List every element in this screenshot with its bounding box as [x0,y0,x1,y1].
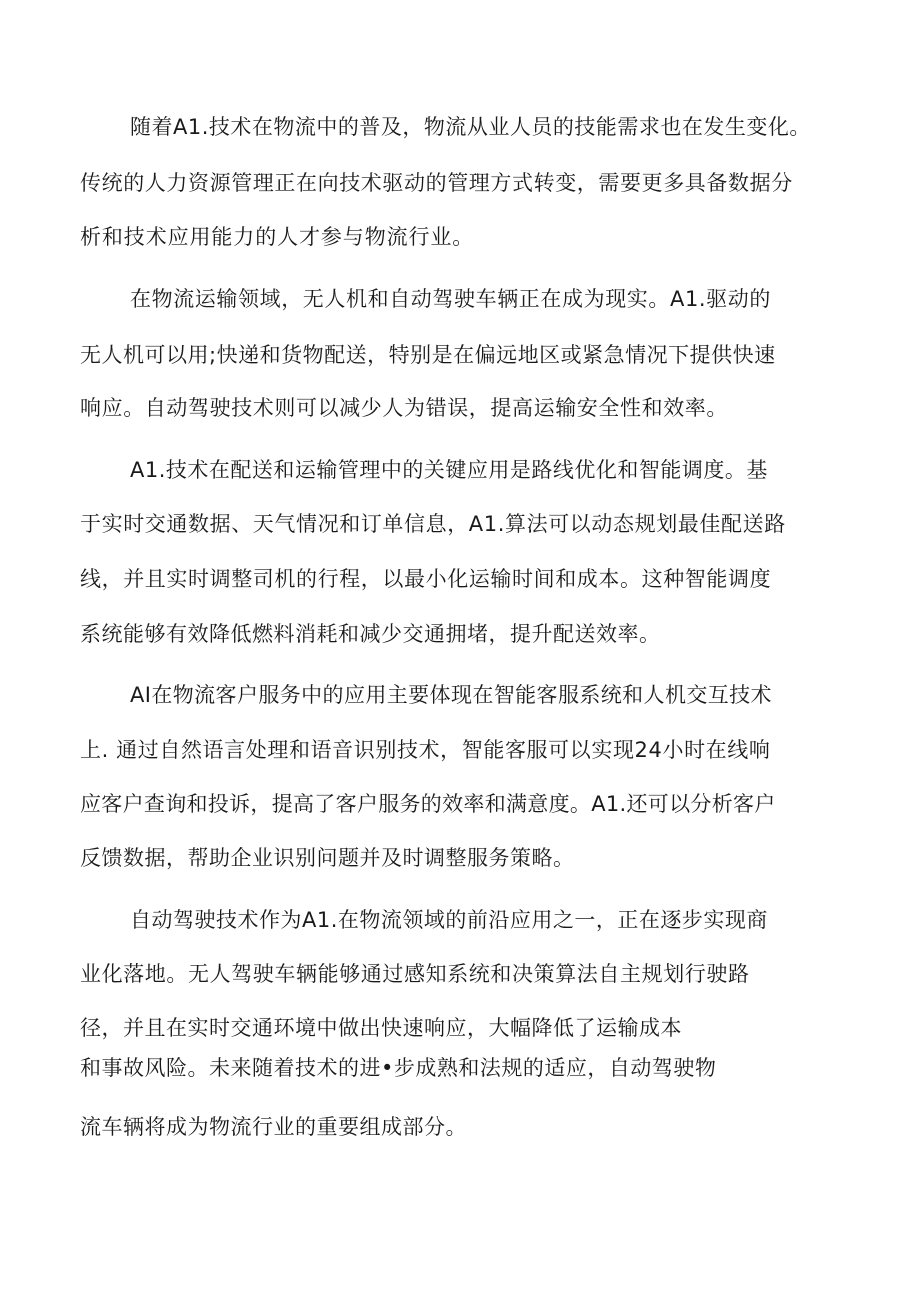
paragraph-5-line-2: 业化落地。无人驾驶车辆能够通过感知系统和决策算法自主规划行驶路 [80,962,750,986]
paragraph-2-line-3: 响应。自动驾驶技术则可以减少人为错误，提高运输安全性和效率。 [80,396,728,420]
paragraph-5-line-5: 流车辆将成为物流行业的重要组成部分。 [80,1115,467,1139]
paragraph-3-line-2: 于实时交通数据、天气情况和订单信息，A1.算法可以动态规划最佳配送路 [80,512,786,536]
paragraph-4-line-2: 上. 通过自然语言处理和语音识别技术，智能客服可以实现24小时在线响 [80,738,771,762]
paragraph-3-line-3: 线，并且实时调整司机的行程，以最小化运输时间和成本。这种智能调度 [80,567,772,591]
paragraph-1-line-2: 传统的人力资源管理正在向技术驱动的管理方式转变，需要更多具备数据分 [80,171,793,195]
paragraph-4-line-1: AI在物流客户服务中的应用主要体现在智能客服系统和人机交互技术 [130,683,772,707]
paragraph-4-line-3: 应客户查询和投诉，提高了客户服务的效率和满意度。A1.还可以分析客户 [80,792,776,816]
paragraph-4-line-4: 反馈数据，帮助企业识别问题并及时调整服务策略。 [80,846,575,870]
paragraph-5-line-3: 径，并且在实时交通环境中做出快速响应，大幅降低了运输成本 [80,1016,682,1040]
paragraph-2-line-1: 在物流运输领域，无人机和自动驾驶车辆正在成为现实。A1.驱动的 [130,287,771,311]
paragraph-3-line-1: A1.技术在配送和运输管理中的关键应用是路线优化和智能调度。基 [130,458,768,482]
paragraph-1-line-1: 随着A1.技术在物流中的普及，物流从业人员的技能需求也在发生变化。 [130,115,811,139]
paragraph-5-line-1: 自动驾驶技术作为A1.在物流领域的前沿应用之一，正在逐步实现商 [130,908,768,932]
paragraph-5-line-4: 和事故风险。未来随着技术的进•步成熟和法规的适应，自动驾驶物 [80,1056,717,1080]
paragraph-3-line-4: 系统能够有效降低燃料消耗和减少交通拥堵，提升配送效率。 [80,622,661,646]
paragraph-2-line-2: 无人机可以用;快递和货物配送，特别是在偏远地区或紧急情况下提供快速 [80,343,776,367]
paragraph-1-line-3: 析和技术应用能力的人才参与物流行业。 [80,225,475,249]
